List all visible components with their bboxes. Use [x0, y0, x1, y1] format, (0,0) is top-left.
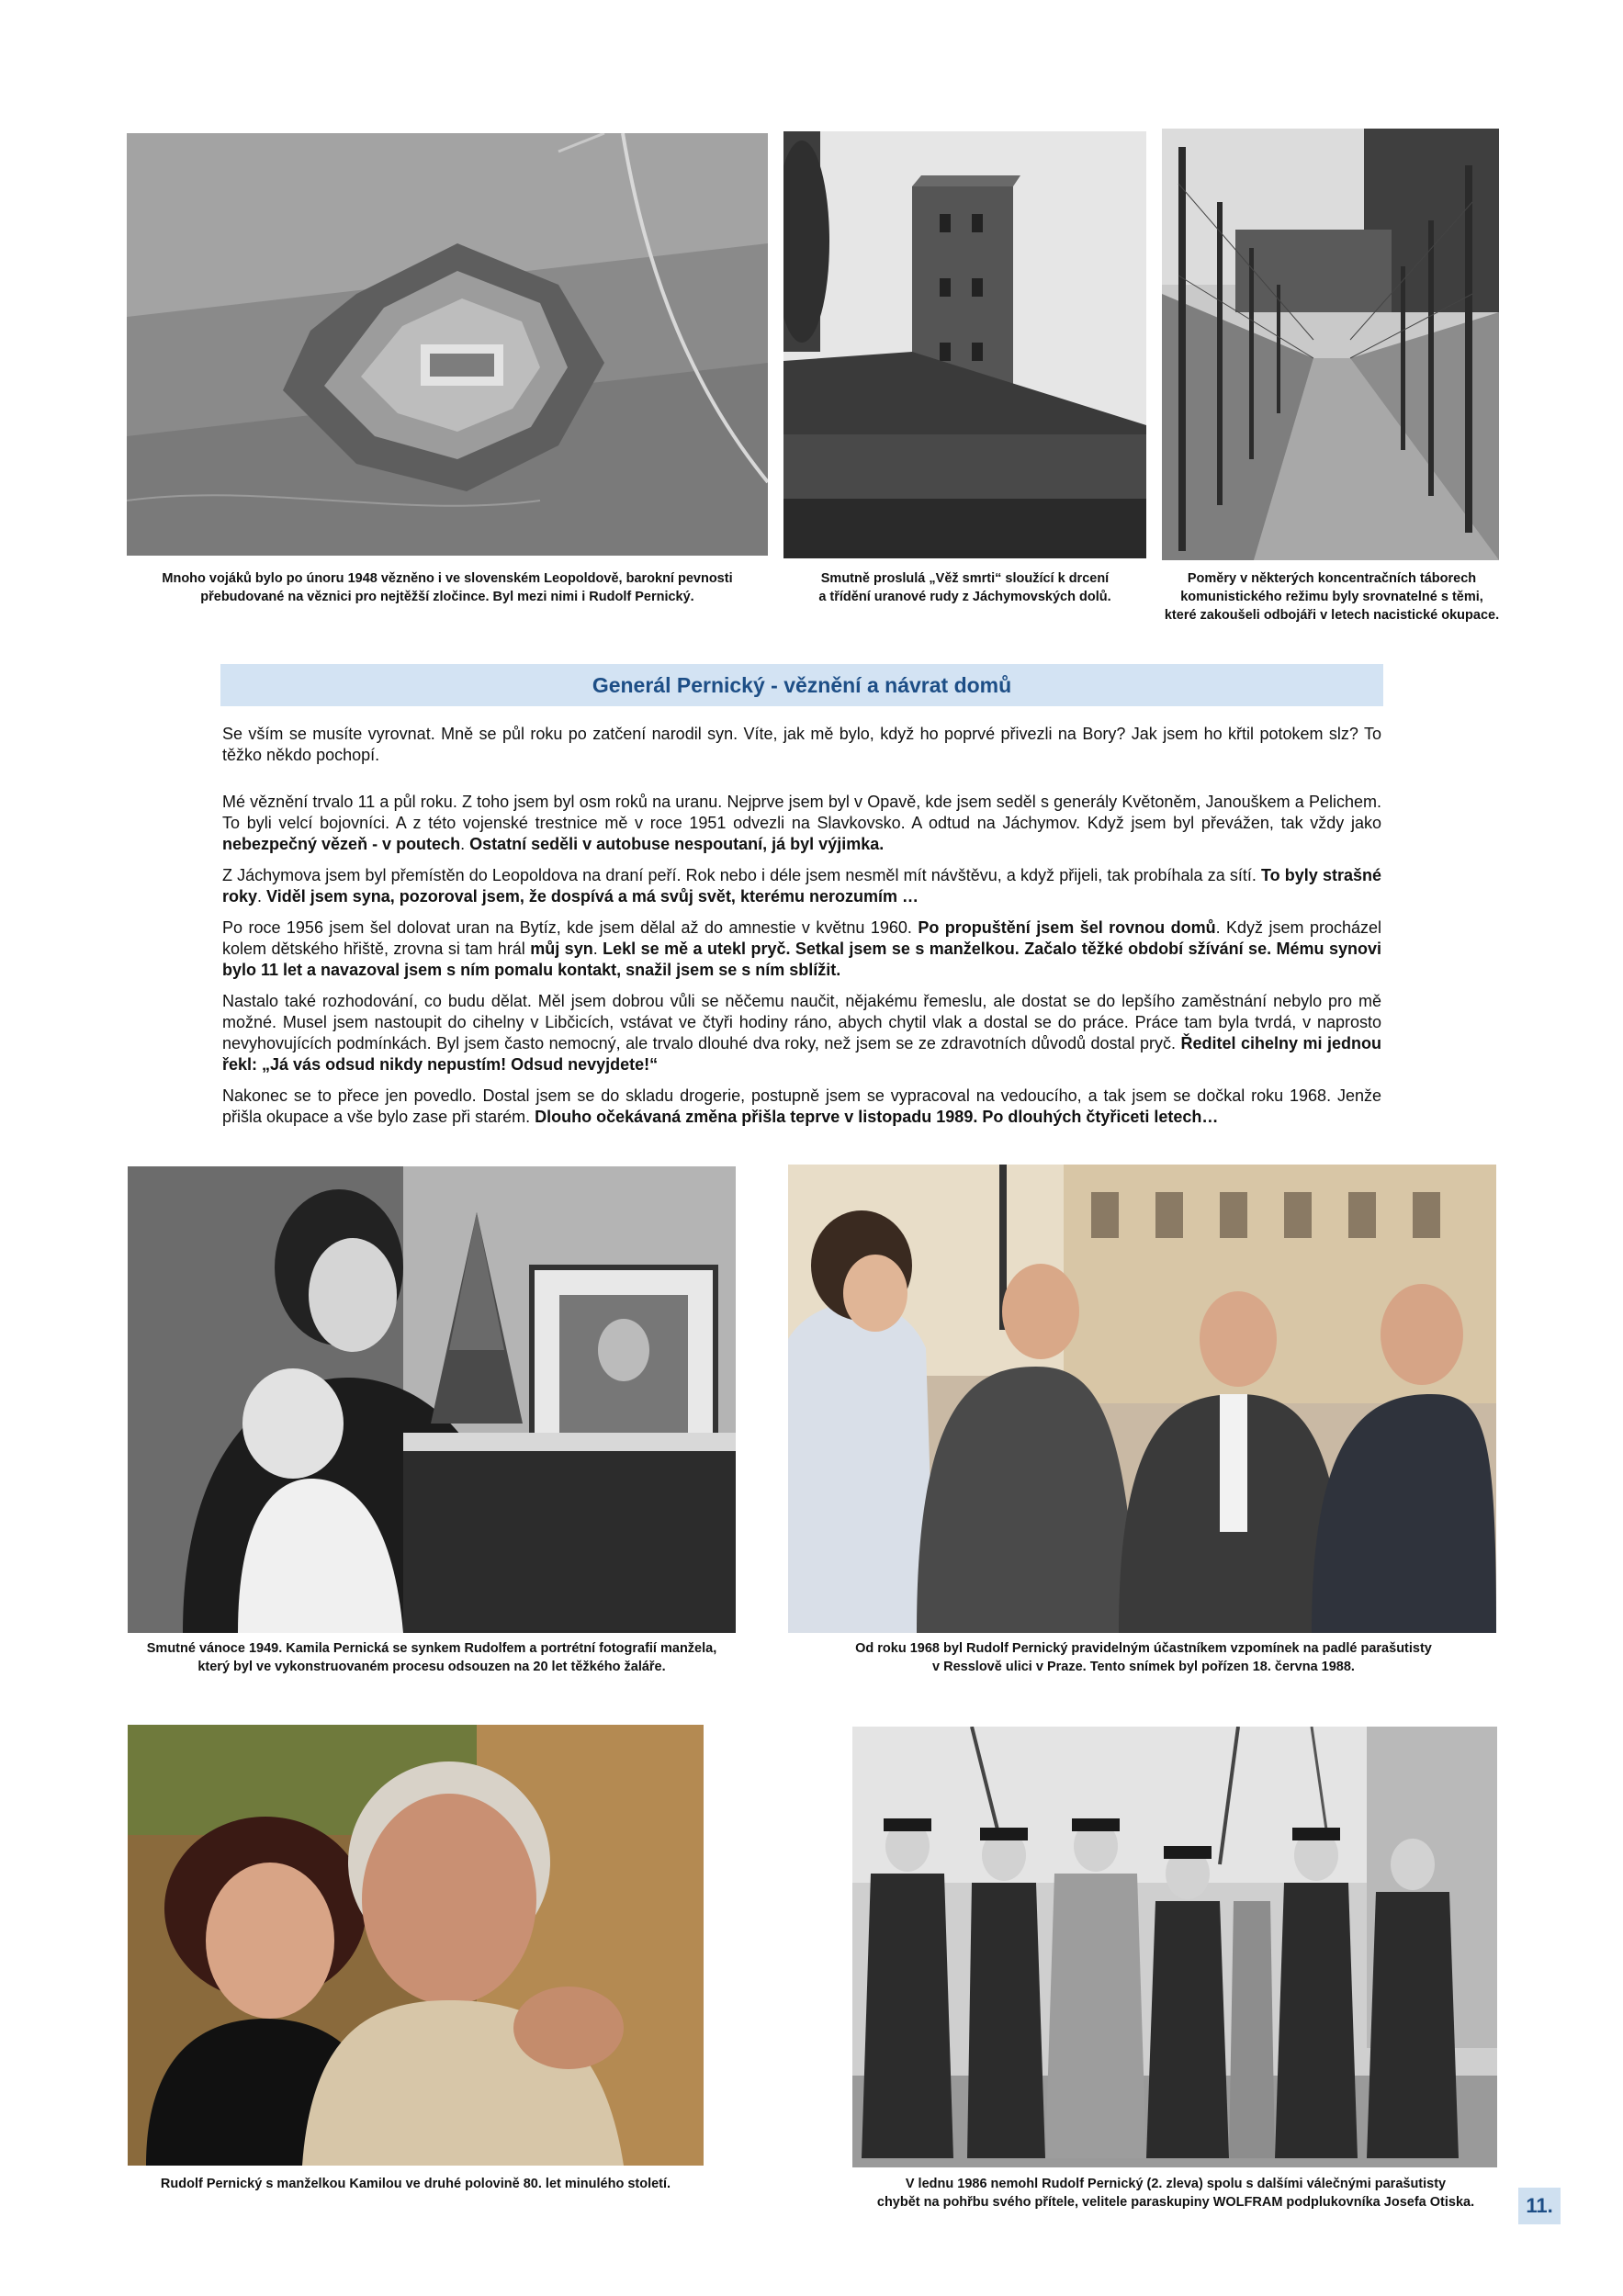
page-number-badge [1518, 2188, 1561, 2224]
caption-christmas [110, 1639, 753, 1676]
bold-text-run: Ředitel cihelny mi jednou řekl: „Já vás odsud nikdy nepustím! Odsud nevyjdete!“ [222, 1034, 1381, 1074]
bold-text-run: Ostatní seděli v autobuse nespoutaní, já byl výjimka. [469, 835, 885, 853]
bold-text-run: Viděl jsem syna, pozoroval jsem, že dospívá a má svůj svět, kterému nerozumím … [266, 887, 919, 906]
photo-christmas-1949 [128, 1166, 736, 1633]
photo-pernicky-couple [128, 1725, 704, 2166]
article-paragraph [222, 1086, 1381, 1128]
text-run: . [257, 887, 267, 906]
text-run: Mé věznění trvalo 11 a půl roku. Z toho jsem byl osm roků na uranu. Nejprve jsem byl v Opavě, kde jsem seděl s generály Květoněm, Janouškem a Pelichem. To byli velcí bojovníci. A z této vojenské trestnice mě v roce 1951 odvezli na Slavkovsko. A odtud na Jáchymov. Když jsem byl převážen, tak vždy jako [222, 793, 1381, 832]
caption-line: Poměry v některých koncentračních táborech [1187, 571, 1477, 586]
caption-tower [783, 569, 1146, 606]
text-run: Nakonec se to přece jen povedlo. Dostal jsem se do skladu drogerie, postupně jsem se vypracoval na vedoucího, a tak jsem se dočkal roku 1968. Jenže přišla okupace a vše bylo zase při starém. [222, 1086, 1381, 1126]
caption-line: V lednu 1986 nemohl Rudolf Pernický (2. zleva) spolu s dalšími válečnými parašutisty [905, 2177, 1447, 2191]
caption-line: chybět na pohřbu svého přítele, velitele paraskupiny WOLFRAM podplukovníka Josefa Otiska. [876, 2195, 1475, 2210]
caption-resslova [781, 1639, 1506, 1676]
caption-line: Smutně proslulá „Věž smrti“ sloužící k drcení [820, 571, 1110, 586]
bold-text-run: nebezpečný vězeň - v poutech [222, 835, 461, 853]
photo-resslova-1988 [788, 1165, 1496, 1633]
photo-camp-fence [1162, 129, 1499, 560]
photo-otisk-funeral-1986 [852, 1727, 1497, 2167]
caption-line: a třídění uranové rudy z Jáchymovských dolů. [818, 590, 1111, 604]
page-number: 11. [1526, 2194, 1553, 2217]
text-run: Se vším se musíte vyrovnat. Mně se půl roku po zatčení narodil syn. Víte, jak mě bylo, když ho poprvé přivezli na Bory? Jak jsem ho křtil potokem slz? To těžko někdo pochopí. [222, 725, 1381, 764]
text-run: Po roce 1956 jsem šel dolovat uran na Bytíz, kde jsem dělal až do amnestie v květnu 1960. [222, 918, 919, 937]
article-paragraph [222, 792, 1381, 855]
article-paragraph [222, 991, 1381, 1075]
caption-fortress [127, 569, 768, 606]
bold-text-run: To byly strašné roky [222, 866, 1381, 906]
text-run: . [460, 835, 470, 853]
caption-line: přebudované na věznici pro nejtěžší zločince. Byl mezi nimi i Rudolf Pernický. [200, 590, 694, 604]
caption-line: Od roku 1968 byl Rudolf Pernický pravidelným účastníkem vzpomínek na padlé parašutisty [855, 1641, 1432, 1656]
caption-line: v Resslově ulici v Praze. Tento snímek byl pořízen 18. června 1988. [932, 1660, 1355, 1674]
bold-text-run: Po propuštění jsem šel rovnou domů [918, 918, 1216, 937]
text-run: Nastalo také rozhodování, co budu dělat. Měl jsem dobrou vůli se něčemu naučit, nějakému řemeslu, ale dostat se do lepšího zaměstnání nebylo pro mě možné. Musel jsem nastoupit do cihelny v Libčicích, vstávat ve čtyři hodiny ráno, abych chytil vlak a dostal se do práce. Práce tam byla tvrdá, v naprosto nevyhovujících podmínkách. Byl jsem často nemocný, ale trvalo dlouhé dva roky, než jsem se ze zdravotních důvodů dostal pryč. [222, 992, 1381, 1052]
bold-text-run: Dlouho očekávaná změna přišla teprve v listopadu 1989. Po dlouhých čtyřiceti letech… [535, 1108, 1219, 1126]
article-paragraph [222, 865, 1381, 907]
text-run: . Když jsem procházel kolem dětského hřiště, zrovna si tam hrál [222, 918, 1381, 958]
caption-line: které zakoušeli odbojáři v letech nacistické okupace. [1164, 608, 1500, 623]
article-body [222, 724, 1381, 1138]
caption-line: komunistického režimu byly srovnatelné s těmi, [1180, 590, 1483, 604]
caption-line: Smutné vánoce 1949. Kamila Pernická se synkem Rudolfem a portrétní fotografií manžela, [146, 1641, 717, 1656]
text-run: . [592, 940, 603, 958]
text-run: Z Jáchymova jsem byl přemístěn do Leopoldova na draní peří. Rok nebo i déle jsem nesměl mít návštěvu, a když přijeli, tak probíhala za sítí. [222, 866, 1261, 884]
article-title: Generál Pernický - věznění a návrat domů [592, 672, 1012, 697]
photo-leopoldov-fortress [127, 133, 768, 556]
caption-line: který byl ve vykonstruovaném procesu odsouzen na 20 let těžkého žaláře. [197, 1660, 666, 1674]
article-paragraph [222, 917, 1381, 981]
caption-line: Mnoho vojáků bylo po únoru 1948 vězněno i ve slovenském Leopoldově, barokní pevnosti [162, 571, 733, 586]
caption-couple [128, 2175, 704, 2193]
article-paragraph [222, 724, 1381, 766]
caption-line: Rudolf Pernický s manželkou Kamilou ve druhé polovině 80. let minulého století. [160, 2177, 671, 2191]
caption-fence [1144, 569, 1520, 625]
bold-text-run: Lekl se mě a utekl pryč. Setkal jsem se s manželkou. Začalo těžké období sžívání se. Mému synovi bylo 11 let a navazoval jsem s ním pomalu kontakt, snažil jsem se s ním sblížit. [222, 940, 1381, 979]
article-title-bar [220, 664, 1383, 706]
caption-funeral [827, 2175, 1525, 2212]
photo-tower-of-death [783, 131, 1146, 558]
bold-text-run: můj syn [530, 940, 593, 958]
